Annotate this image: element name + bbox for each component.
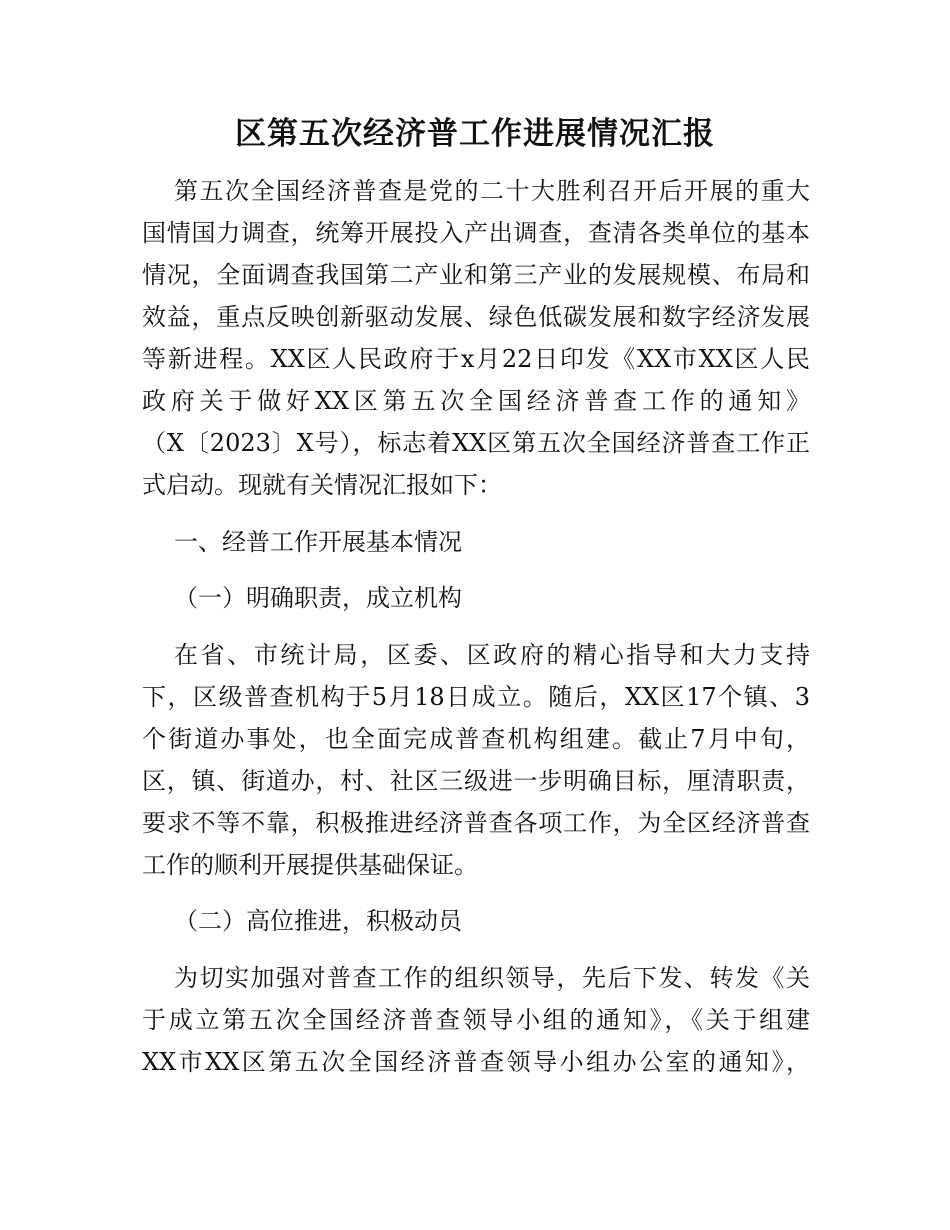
text-line: 国情国力调查，统筹开展投入产出调查，查清各类单位的基本	[142, 219, 810, 247]
text-line: 情况，全面调查我国第二产业和第三产业的发展规模、布局和	[142, 261, 810, 289]
text-line: 为切实加强对普查工作的组织领导，先后下发、转发《关	[174, 963, 810, 992]
text-line: 区，镇、街道办，村、社区三级进一步明确目标，厘清职责，	[142, 766, 810, 795]
subsection-heading: （二）高位推进，积极动员	[174, 907, 462, 936]
document-body	[142, 170, 810, 1083]
text-line: 式启动。现就有关情况汇报如下：	[142, 471, 502, 499]
text-line: 政府关于做好XX区第五次全国经济普查工作的通知》	[142, 387, 810, 415]
document-title: 区第五次经济普工作进展情况汇报	[235, 116, 715, 152]
text-line: 工作的顺利开展提供基础保证。	[142, 850, 478, 879]
subsection-paragraph	[142, 957, 810, 1083]
text-line: 在省、市统计局，区委、区政府的精心指导和大力支持	[174, 640, 810, 669]
text-line: 要求不等不靠，积极推进经济普查各项工作，为全区经济普查	[142, 808, 810, 837]
text-line: 效益，重点反映创新驱动发展、绿色低碳发展和数字经济发展	[142, 303, 810, 331]
text-line: （X〔2023〕X号），标志着XX区第五次全国经济普查工作正	[142, 429, 810, 457]
subsection-heading: （一）明确职责，成立机构	[174, 584, 462, 613]
text-line: 下，区级普查机构于5月18日成立。随后，XX区17个镇、3	[142, 682, 810, 711]
text-line: 个街道办事处，也全面完成普查机构组建。截止7月中旬，	[142, 724, 810, 753]
text-line: 等新进程。XX区人民政府于x月22日印发《XX市XX区人民	[142, 345, 810, 373]
text-line: 于成立第五次全国经济普查领导小组的通知》，《关于组建	[142, 1005, 810, 1034]
intro-paragraph	[142, 170, 810, 506]
text-line: XX市XX区第五次全国经济普查领导小组办公室的通知》，	[142, 1047, 810, 1076]
text-line: 第五次全国经济普查是党的二十大胜利召开后开展的重大	[174, 177, 810, 205]
section-heading: 一、经普工作开展基本情况	[174, 527, 462, 556]
subsection-paragraph	[142, 634, 810, 886]
